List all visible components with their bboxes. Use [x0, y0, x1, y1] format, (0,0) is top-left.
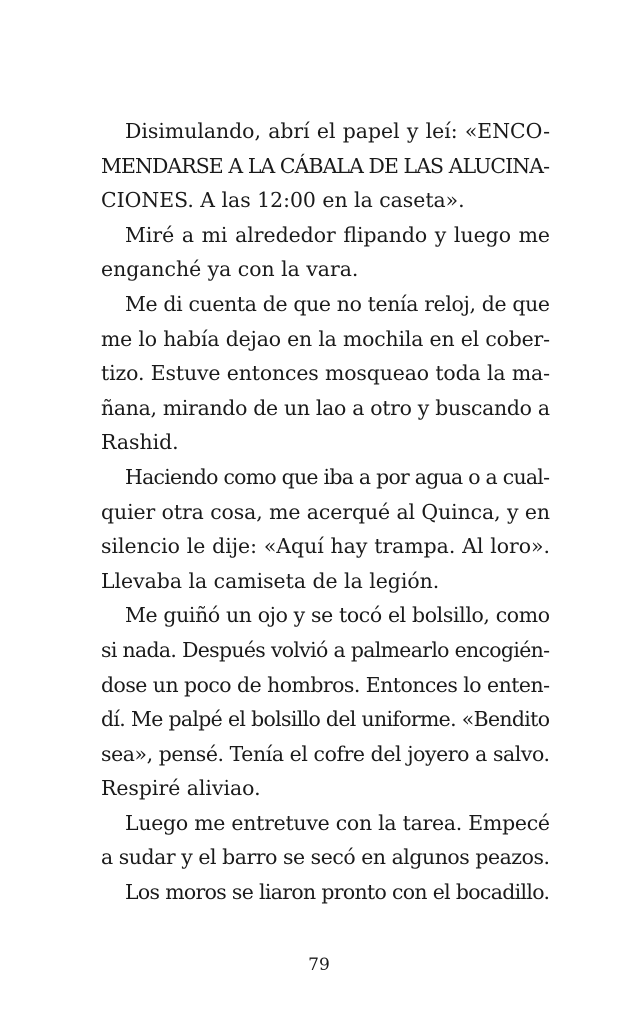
text-line: Luego me entretuve con la tarea. Empecé	[125, 810, 550, 835]
text-line: Respiré aliviao.	[101, 776, 261, 801]
page-number: 79	[308, 955, 330, 975]
text-line: silencio le dije: «Aquí hay trampa. Al loro».	[101, 534, 550, 559]
text-line: Los moros se liaron pronto con el bocadillo.	[125, 880, 550, 905]
text-line: dose un poco de hombros. Entonces lo enten-	[101, 672, 550, 697]
text-line: Rashid.	[101, 430, 179, 455]
paragraph-1	[101, 114, 550, 218]
text-line: tizo. Estuve entonces mosqueao toda la ma-	[101, 361, 550, 386]
paragraph-7	[101, 875, 550, 910]
text-line: quier otra cosa, me acerqué al Quinca, y en	[101, 499, 550, 524]
text-line: a sudar y el barro se secó en algunos peazos.	[101, 845, 550, 870]
paragraph-4	[101, 460, 550, 598]
paragraph-5	[101, 598, 550, 806]
text-line: ñana, mirando de un lao a otro y buscando a	[101, 395, 550, 420]
paragraph-3	[101, 287, 550, 460]
text-line: me lo había dejao en la mochila en el cober-	[101, 326, 550, 351]
text-line: Disimulando, abrí el papel y leí: «ENCO-	[125, 119, 550, 143]
paragraph-2	[101, 218, 550, 287]
text-line: CIONES. A las 12:00 en la caseta».	[101, 188, 465, 213]
text-line: enganché ya con la vara.	[101, 257, 359, 282]
body-text	[101, 114, 550, 910]
text-line: si nada. Después volvió a palmearlo encogién-	[101, 637, 550, 662]
text-line: MENDARSE A LA CÁBALA DE LAS ALUCINA-	[101, 153, 550, 178]
text-line: Haciendo como que iba a por agua o a cual-	[125, 464, 550, 489]
paragraph-6	[101, 806, 550, 875]
text-line: Me di cuenta de que no tenía reloj, de que	[125, 291, 550, 316]
text-line: sea», pensé. Tenía el cofre del joyero a salvo.	[101, 741, 550, 766]
text-line: Llevaba la camiseta de la legión.	[101, 568, 440, 593]
text-line: Miré a mi alrededor flipando y luego me	[125, 222, 550, 247]
text-line: Me guiñó un ojo y se tocó el bolsillo, como	[125, 603, 550, 628]
text-line: dí. Me palpé el bolsillo del uniforme. «Bendito	[101, 707, 550, 732]
